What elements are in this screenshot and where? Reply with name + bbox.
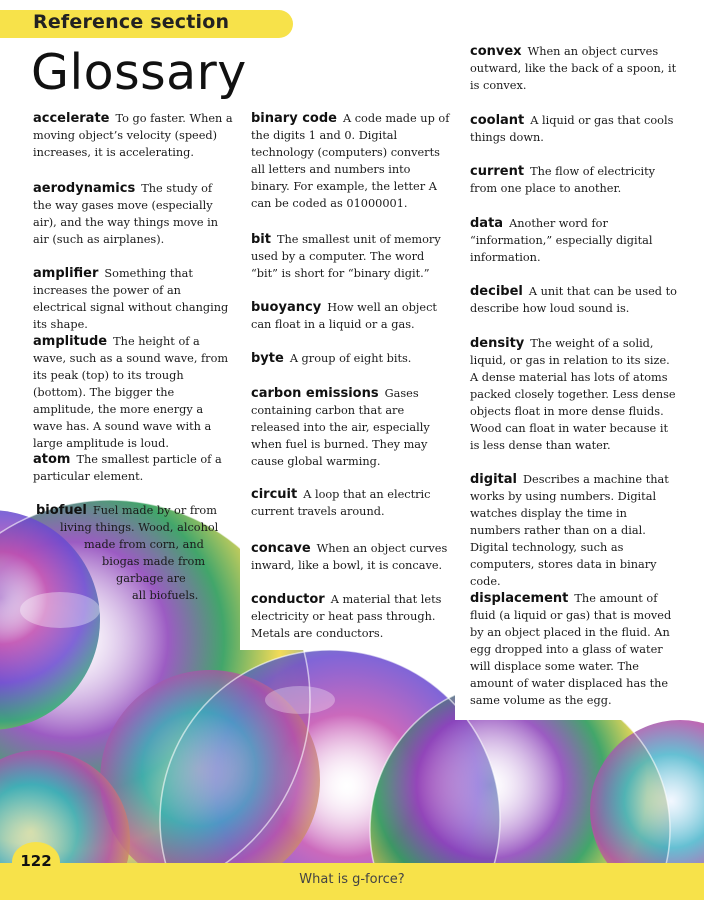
entry-decibel: decibel A unit that can be used to describe how loud sound is.: [470, 284, 677, 315]
entry-binary-code: binary code A code made up of the digits 1 and 0. Digital technology (computers) converts all letters and numbers into binary. For example, the letter A can be coded as 01000001.: [251, 111, 450, 210]
section-label: Reference section: [33, 11, 230, 33]
entry-concave: concave When an object curves inward, like a bowl, it is concave.: [251, 541, 448, 572]
entry-atom: atom The smallest particle of a particular element.: [33, 452, 222, 483]
section-tab: [0, 10, 293, 38]
entry-coolant: coolant A liquid or gas that cools things down.: [470, 113, 674, 144]
entry-displacement: displacement The amount of fluid (a liquid or gas) that is moved by an object placed in the fluid. An egg dropped into a glass of water will displace some water. The amount of water displaced has the same volume as the egg.: [470, 591, 672, 707]
entry-digital: digital Describes a machine that works by using numbers. Digital watches display the time in numbers rather than on a dial. Digital technology, such as computers, stores data in binary code.: [470, 472, 669, 588]
entry-aerodynamics: aerodynamics The study of the way gases move (especially air), and the way things move in air (such as airplanes).: [33, 181, 219, 246]
page-number: 122: [20, 852, 52, 870]
entry-convex: convex When an object curves outward, like the back of a spoon, it is convex.: [470, 44, 677, 92]
entry-bit: bit The smallest unit of memory used by a computer. The word “bit” is short for “binary digit.”: [251, 232, 441, 280]
entry-density: density The weight of a solid, liquid, or gas in relation to its size. A dense material has lots of atoms packed closely together. Less dense objects float in more dense fluids. Wood can float in water because it is less dense than water.: [470, 336, 676, 452]
entry-amplifier: amplifier Something that increases the power of an electrical signal without changing its shape.: [33, 266, 229, 331]
entry-data: data Another word for “information,” especially digital information.: [470, 216, 653, 264]
entry-buoyancy: buoyancy How well an object can float in a liquid or a gas.: [251, 300, 437, 331]
entry-byte: byte A group of eight bits.: [251, 351, 412, 366]
entry-conductor: conductor A material that lets electricity or heat pass through. Metals are conductors.: [251, 592, 442, 640]
page-number-badge: [12, 842, 60, 882]
entry-current: current The flow of electricity from one place to another.: [470, 164, 656, 195]
footer-question: What is g-force?: [299, 872, 405, 887]
entry-circuit: circuit A loop that an electric current travels around.: [251, 487, 431, 518]
entry-carbon-emissions: carbon emissions Gases containing carbon that are released into the air, especially when fuel is burned. They may cause global warming.: [251, 386, 430, 468]
entry-accelerate: accelerate To go faster. When a moving object’s velocity (speed) increases, it is accelerating.: [33, 111, 233, 159]
entry-amplitude: amplitude The height of a wave, such as a sound wave, from its peak (top) to its trough (bottom). The bigger the amplitude, the more energy a wave has. A sound wave with a large amplitude is loud.: [33, 334, 229, 450]
page-title: Glossary: [31, 44, 247, 101]
footer-bar: [0, 863, 704, 900]
entry-biofuel: biofuel Fuel made by or from living things. Wood, alcohol made from corn, and biogas made from garbage are all biofuels.: [36, 503, 219, 602]
